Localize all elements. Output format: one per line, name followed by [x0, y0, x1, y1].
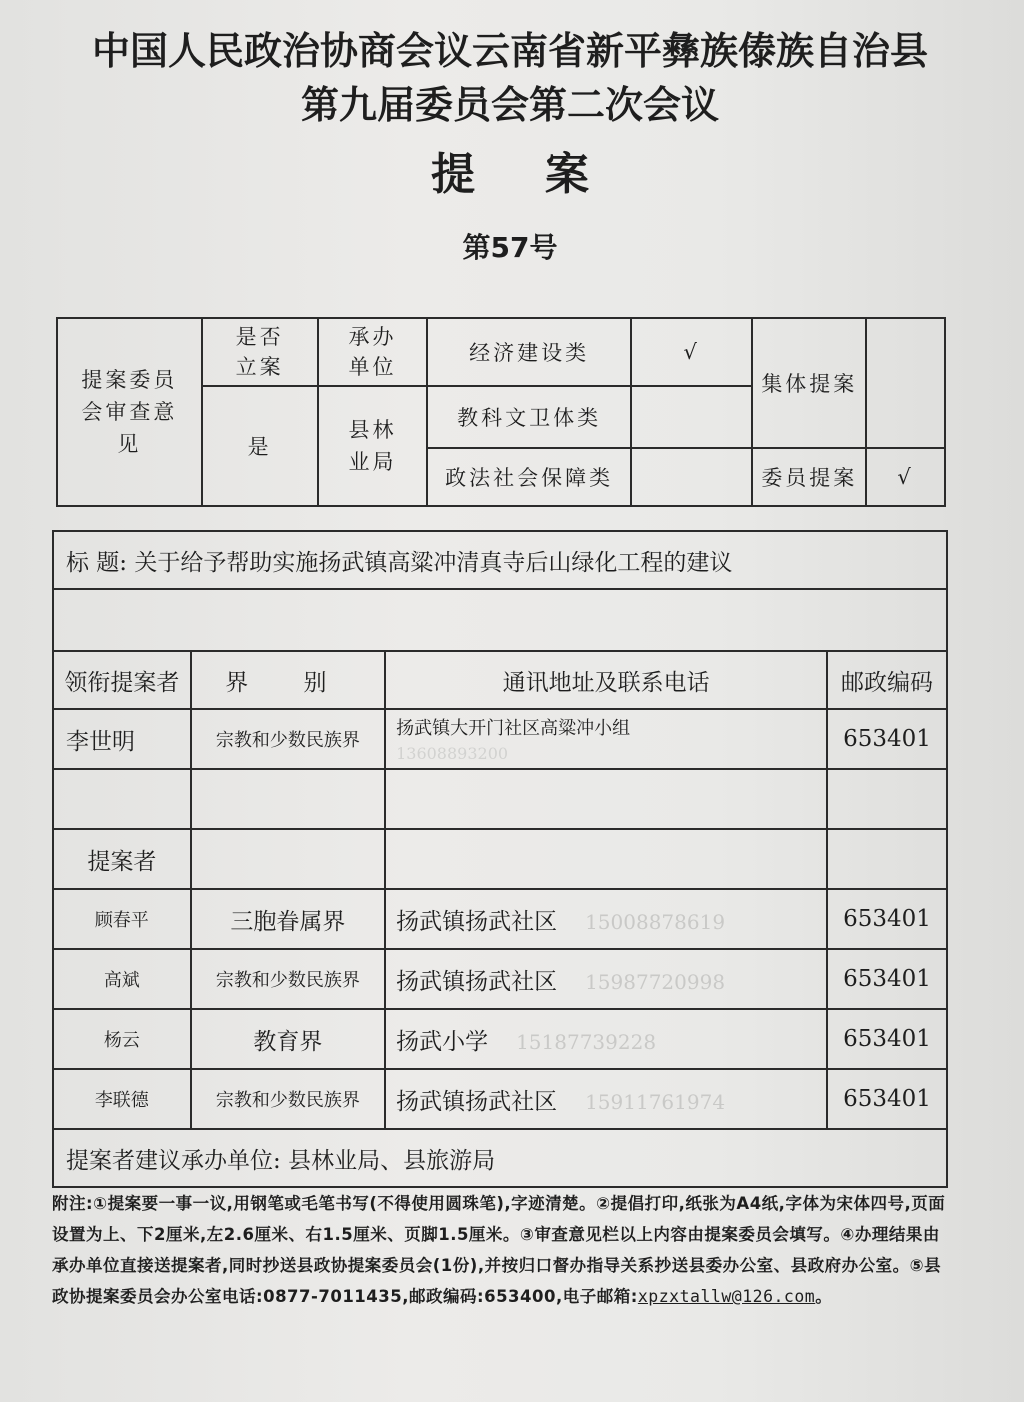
type-collective: 集体提案 [752, 318, 866, 448]
type-member: 委员提案 [752, 448, 866, 506]
review-table [56, 317, 946, 507]
empty-cell [827, 829, 947, 889]
type-collective-mark [866, 318, 945, 448]
co-proposer-postal: 653401 [827, 889, 947, 949]
empty-cell [53, 769, 191, 829]
filed-value: 是 [202, 386, 318, 506]
category-law: 政法社会保障类 [427, 448, 630, 506]
co-proposer-address: 扬武镇扬武社区 15008878619 [385, 889, 827, 949]
title-row [53, 531, 947, 589]
empty-cell [827, 769, 947, 829]
category-economic-mark: √ [631, 318, 753, 386]
col-handler-header: 承办单位 [318, 318, 428, 386]
co-proposer-postal: 653401 [827, 949, 947, 1009]
category-economic: 经济建设类 [427, 318, 630, 386]
suggested-handler-label: 提案者建议承办单位: [66, 1147, 281, 1174]
category-education: 教科文卫体类 [427, 386, 630, 448]
co-proposer-sector: 教育界 [191, 1009, 385, 1069]
proposal-table [52, 530, 948, 1188]
co-proposer-postal: 653401 [827, 1009, 947, 1069]
title-line-2: 第九届委员会第二次会议 [300, 83, 719, 127]
suggested-handler-value: 县林业局、县旅游局 [288, 1147, 496, 1174]
blank-row [53, 589, 947, 651]
title-value: 关于给予帮助实施扬武镇高粱冲清真寺后山绿化工程的建议 [134, 549, 733, 576]
co-proposer-address: 扬武小学 15187739228 [385, 1009, 827, 1069]
co-proposer-postal: 653401 [827, 1069, 947, 1129]
lead-address: 扬武镇大开门社区高粱冲小组 13608893200 [385, 709, 827, 769]
doc-type-title: 提案 [431, 149, 659, 200]
lead-postal: 653401 [827, 709, 947, 769]
co-proposer-sector: 宗教和少数民族界 [191, 949, 385, 1009]
review-row-label: 提案委员会审查意见 [57, 318, 202, 506]
co-proposer-label: 提案者 [53, 829, 191, 889]
co-proposer-address: 扬武镇扬武社区 15911761974 [385, 1069, 827, 1129]
lead-name: 李世明 [53, 709, 191, 769]
footnotes-text: 附注:①提案要一事一议,用钢笔或毛笔书写(不得使用圆珠笔),字迹清楚。②提倡打印,纸张为A4纸,字体为宋体四号,页面设置为上、下2厘米,左2.6厘米、右1.5厘米、页脚1.5厘米。③审查意见栏以上内容由提案委员会填写。④办理结果由承办单位直接送提案者,同时抄送县政协提案委员会(1份),并按归口督办指导关系抄送县委办公室、县政府办公室。⑤县政协提案委员会办公室电话:0877-7011435,邮政编码:653400,电子邮箱: [52, 1194, 946, 1306]
header-lead: 领衔提案者 [53, 651, 191, 709]
footnotes: 附注:①提案要一事一议,用钢笔或毛笔书写(不得使用圆珠笔),字迹清楚。②提倡打印,纸张为A4纸,字体为宋体四号,页面设置为上、下2厘米,左2.6厘米、右1.5厘米、页脚1.5厘米。③审查意见栏以上内容由提案委员会填写。④办理结果由承办单位直接送提案者,同时抄送县政协提案委员会(1份),并按归口督办指导关系抄送县委办公室、县政府办公室。⑤县政协提案委员会办公室电话:0877-7011435,邮政编码:653400,电子邮箱:xpzxtallw@126.com。 [52, 1194, 946, 1306]
header-postal: 邮政编码 [827, 651, 947, 709]
title-label: 标 题: [66, 549, 128, 576]
handler-value: 县林业局 [318, 386, 428, 506]
category-education-mark [631, 386, 753, 448]
header-address: 通讯地址及联系电话 [385, 651, 827, 709]
type-member-mark: √ [866, 448, 945, 506]
co-proposer-name: 李联德 [53, 1069, 191, 1129]
co-proposer-sector: 宗教和少数民族界 [191, 1069, 385, 1129]
co-proposer-name: 顾春平 [53, 889, 191, 949]
co-proposer-name: 杨云 [53, 1009, 191, 1069]
empty-cell [385, 829, 827, 889]
co-proposer-address: 扬武镇扬武社区 15987720998 [385, 949, 827, 1009]
empty-cell [191, 769, 385, 829]
proposal-number: 第57号 [462, 231, 558, 264]
empty-cell [191, 829, 385, 889]
header-sector: 界 别 [191, 651, 385, 709]
empty-cell [385, 769, 827, 829]
category-law-mark [631, 448, 753, 506]
co-proposer-sector: 三胞眷属界 [191, 889, 385, 949]
title-line-1: 中国人民政治协商会议云南省新平彝族傣族自治县 [91, 29, 928, 73]
co-proposer-name: 高斌 [53, 949, 191, 1009]
col-filed-header: 是否立案 [202, 318, 318, 386]
suggested-handler-row [53, 1129, 947, 1187]
lead-sector: 宗教和少数民族界 [191, 709, 385, 769]
contact-email: xpzxtallw@126.com [637, 1287, 816, 1306]
